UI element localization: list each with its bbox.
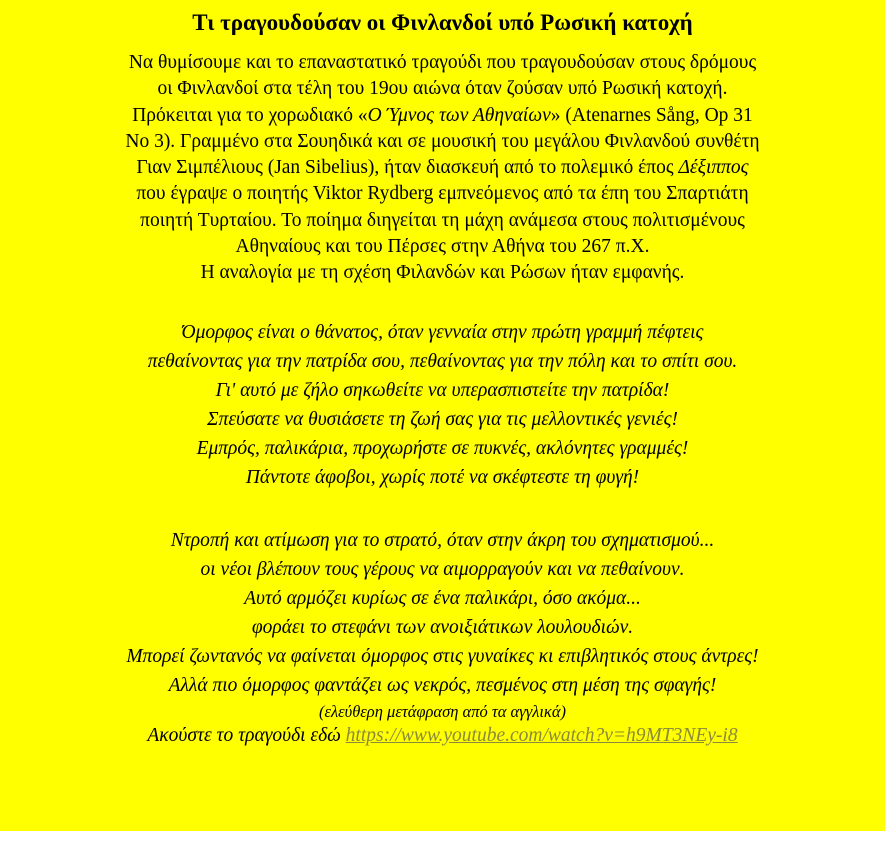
intro-paragraph bbox=[0, 50, 885, 287]
poem-line: Μπορεί ζωντανός να φαίνεται όμορφος στις γυναίκες κι επιβλητικός στους άντρες! bbox=[126, 645, 759, 667]
poem-line: Πάντοτε άφοβοι, χωρίς ποτέ να σκέφτεστε τη φυγή! bbox=[245, 466, 640, 488]
poem-line: Όμορφος είναι ο θάνατος, όταν γενναία στην πρώτη γραμμή πέφτεις bbox=[181, 321, 704, 343]
intro-line bbox=[0, 155, 885, 181]
intro-line: Αθηναίους και του Πέρσες στην Αθήνα του 267 π.Χ. bbox=[235, 236, 650, 258]
poem-line: Σπεύσατε να θυσιάσετε τη ζωή σας για τις μελλοντικές γενιές! bbox=[207, 408, 678, 430]
intro-line: Η αναλογία με τη σχέση Φιλανδών και Ρώσων ήταν εμφανής. bbox=[200, 262, 685, 284]
youtube-link[interactable]: https://www.youtube.com/watch?v=h9MT3NEy-i8 bbox=[345, 724, 738, 746]
poem-line: οι νέοι βλέπουν τους γέρους να αιμορραγούν και να πεθαίνουν. bbox=[200, 558, 685, 580]
intro-text: Πρόκειται για το χορωδιακό « bbox=[132, 104, 368, 126]
intro-line: ποιητή Τυρταίου. Το ποίημα διηγείται τη μάχη ανάμεσα στους πολιτισμένους bbox=[140, 209, 745, 231]
poem-stanza-2 bbox=[0, 526, 885, 700]
poem-line: Εμπρός, παλικάρια, προχωρήστε σε πυκνές, ακλόνητες γραμμές! bbox=[196, 437, 689, 459]
intro-text: Γιαν Σιμπέλιους (Jan Sibelius), ήταν διασκευή από το πολεμικό έπος bbox=[136, 157, 679, 179]
intro-text: » (Atenarnes Sång, Op 31 bbox=[550, 104, 753, 126]
page-title: Τι τραγουδούσαν οι Φινλανδοί υπό Ρωσική κατοχή bbox=[192, 10, 693, 35]
intro-line bbox=[0, 103, 885, 129]
spacer bbox=[0, 287, 885, 318]
intro-line: No 3). Γραμμένο στα Σουηδικά και σε μουσική του μεγάλου Φινλανδού συνθέτη bbox=[125, 130, 760, 152]
poem-line: Αλλά πιο όμορφος φαντάζει ως νεκρός, πεσμένος στη μέση της σφαγής! bbox=[168, 674, 717, 696]
epic-title: Δέξιππος bbox=[678, 157, 749, 179]
poem-line: φοράει το στεφάνι των ανοιξιάτικων λουλουδιών. bbox=[251, 616, 634, 638]
intro-line: που έγραψε ο ποιητής Viktor Rydberg εμπνεόμενος από τα έπη του Σπαρτιάτη bbox=[136, 183, 749, 205]
poem-line: Αυτό αρμόζει κυρίως σε ένα παλικάρι, όσο ακόμα... bbox=[244, 587, 641, 609]
intro-line: οι Φινλανδοί στα τέλη του 19ου αιώνα όταν ζούσαν υπό Ρωσική κατοχή. bbox=[157, 78, 728, 100]
poem-line: Ντροπή και ατίμωση για το στρατό, όταν στην άκρη του σχηματισμού... bbox=[170, 529, 715, 551]
poem-stanza-1 bbox=[0, 318, 885, 492]
spacer bbox=[0, 492, 885, 526]
poem-line: Γι' αυτό με ζήλο σηκωθείτε να υπερασπιστείτε την πατρίδα! bbox=[215, 379, 670, 401]
hymn-title: Ο Ύμνος των Αθηναίων bbox=[367, 104, 551, 126]
poem-line: πεθαίνοντας για την πατρίδα σου, πεθαίνοντας για την πόλη και το σπίτι σου. bbox=[147, 350, 738, 372]
listen-line bbox=[0, 723, 885, 749]
translation-note: (ελεύθερη μετάφραση από τα αγγλικά) bbox=[318, 701, 567, 721]
intro-line: Να θυμίσουμε και το επαναστατικό τραγούδι που τραγουδούσαν στους δρόμους bbox=[128, 52, 757, 73]
listen-label: Ακούστε το τραγούδι εδώ bbox=[147, 724, 346, 746]
